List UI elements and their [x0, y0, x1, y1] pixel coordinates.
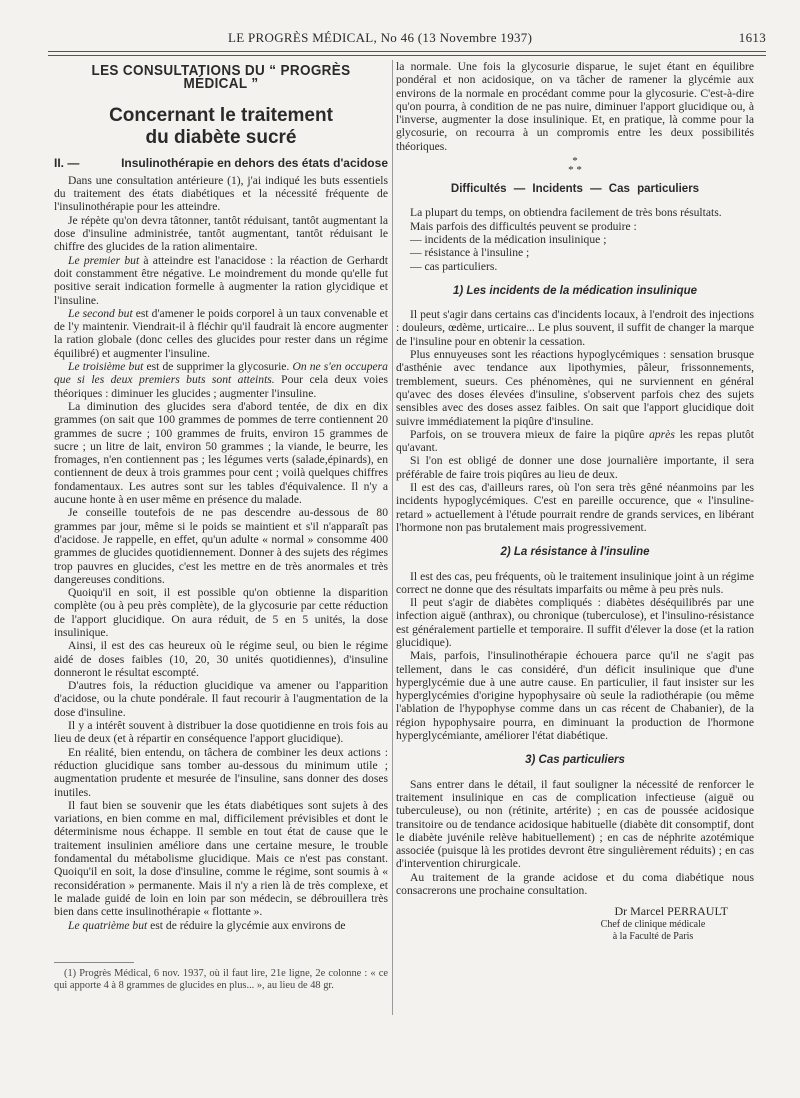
emphasis: Le second but	[68, 306, 133, 320]
paragraph: Au traitement de la grande acidose et du coma diabétique nous consacrerons une prochaine consultation.	[396, 870, 754, 898]
paragraph: Il faut bien se souvenir que les états diabétiques sont sujets à des variations, en bien comme en mal, difficilement prévisibles et dont le déterminisme nous échappe. Il semble en tout état de cause que le traitement insulinien améliore dans une certaine mesure, le trouble fondamental du métabolisme glucidique. Mais ce n'est pas constant. Quoiqu'il en soit, la dose d'insuline, comme le régime, sont soumis à « reconsidération » permanente. Mais il n'y a rien là de très complexe, et le malade guidé de loin en loin par son médecin, se débrouillera très bien dans cette insulinothérapie « flottante ».	[54, 798, 388, 919]
paragraph-text: à atteindre est l'anacidose : la réaction de Gerhardt doit constamment être négative. Le moindrement du monde qu'elle fut positive serait indication formelle à augmenter la ration glycidique et l'insuline.	[54, 253, 389, 307]
list-item: — cas particuliers.	[410, 259, 498, 273]
signature-block	[396, 905, 754, 942]
paragraph-text: Parfois, on se trouvera mieux de faire la piqûre	[410, 427, 650, 441]
paragraph	[54, 307, 388, 360]
paragraph: La plupart du temps, on obtiendra facilement de très bons résultats.	[410, 206, 722, 220]
paragraph: Je conseille toutefois de ne pas descendre au-dessous de 80 grammes par jour, même si le poids se maintient et s'il n'apparaît pas d'acidose. Je rappelle, en effet, qu'un adulte « normal » consomme 400 grammes de glucides quotidiennement. Donner à des sujets des régimes trop pauvres en glucides, c'est les mettre en de très anormales et très dangereuses conditions.	[54, 506, 388, 586]
emphasis: Le quatrième but	[68, 918, 148, 932]
separator-stars: * *	[568, 164, 582, 177]
emphasis: Le troisième but	[68, 360, 144, 374]
paragraph	[396, 428, 754, 455]
subsection-heading: Difficultés — Incidents — Cas particuliers	[450, 183, 700, 196]
paragraph: Il est des cas, d'ailleurs rares, où l'on sera très gêné néanmoins par les incidents hypoglycémiques. C'est en pareille occurence, que « l'insuline-retard » actuellement à l'étude pourrait rendre de grands services, en libérant l'hormone non pas brutalement mais progressivement.	[396, 481, 754, 534]
paragraph	[54, 919, 388, 932]
footnote-rule	[54, 962, 134, 963]
paragraph: Mais parfois des difficultés peuvent se produire :	[410, 219, 637, 233]
paragraph: D'autres fois, la réduction glucidique va amener ou l'apparition d'acidose, ou la chute pondérale. Il faut recourir à l'augmentation de la dose d'insuline.	[54, 679, 388, 719]
subsection-heading-2: 2) La résistance à l'insuline	[500, 546, 650, 559]
paragraph: Il est des cas, peu fréquents, où le traitement insulinique joint à un régime correct ne donne que des résultats imparfaits ou même à peu près nuls.	[396, 569, 754, 596]
paragraph-text: est d'amener le poids corporel à un taux convenable et de l'y maintenir. Viendrait-il à fléchir qu'il faudrait là encore augmenter la ration globale (donc celles des glucides pour rester dans un régime équilibré) et augmenter l'insuline.	[54, 306, 388, 360]
footnote: (1) Progrès Médical, 6 nov. 1937, où il faut lire, 21e ligne, 2e colonne : « ce qui apporte 4 à 8 grammes de glucides en plus... », au lieu de 48 gr.	[54, 968, 388, 992]
separator-star: *	[572, 155, 578, 168]
paragraph	[54, 254, 388, 307]
paragraph: Je répète qu'on devra tâtonner, tantôt réduisant, tantôt augmentant la dose d'insuline administrée, tantôt augmentant, tantôt réduisant le chiffre des glucides de la ration alimentaire.	[54, 213, 388, 254]
emphasis: Le premier but	[68, 253, 140, 267]
section-banner: LES CONSULTATIONS DU “ PROGRÈS MÉDICAL ”	[91, 62, 351, 93]
article-title	[54, 105, 388, 149]
paragraph: Si l'on est obligé de donner une dose journalière importante, il sera préférable de faire trois piqûres au lieu de deux.	[396, 454, 754, 481]
emphasis: après	[649, 427, 675, 441]
paragraph-text: est de supprimer la glycosurie.	[143, 360, 293, 374]
paragraph: Quoiqu'il en soit, il est possible qu'on obtienne la disparition complète (ou à peu près complète), de la glycosurie par cette réduction de l'apport glucidique. On aura réduit, de 5 en 5 unités, la dose insulinique.	[54, 586, 388, 639]
paragraph: Il peut s'agir de diabètes compliqués : diabètes déséquilibrés par une infection aiguë (anthrax), ou chronique (tuberculose), et l'insulino-résistance est généralement partielle et temporaire. Il suffit d'élever la dose (et la ration glucidique).	[396, 596, 754, 649]
right-column	[396, 60, 754, 943]
paragraph-text: est de réduire la glycémie aux environs de	[147, 918, 346, 932]
header-rule-double	[48, 55, 766, 56]
left-column	[54, 60, 388, 932]
paragraph-text: les repas plutôt qu'avant.	[396, 427, 754, 455]
list-item: — résistance à l'insuline ;	[410, 246, 530, 260]
header-title: LE PROGRÈS MÉDICAL, No 46 (13 Novembre 1937)	[228, 30, 533, 45]
section-number: II. —	[54, 155, 80, 170]
running-header	[48, 30, 766, 48]
section-separator	[396, 157, 754, 175]
paragraph: la normale. Une fois la glycosurie disparue, le sujet étant en équilibre pondéral et non acidosique, on va tâcher de ramener la glycémie aux environs de la normale en procédant comme pour la glycosurie. C'est-à-dire qu'on pourra, à condition de ne pas nuire, diminuer l'apport glucidique ou, à l'inverse, augmenter la dose insulinique. Et, en pratique, là comme pour la glycosurie, on recourra à un compromis entre les deux possibilités théoriques.	[396, 60, 754, 153]
paragraph: Ainsi, il est des cas heureux où le régime seul, ou bien le régime aidé de doses faibles (10, 20, 30 unités quotidiennes), d'insuline donneront le résultat escompté.	[54, 639, 388, 679]
page-number: 1613	[738, 30, 766, 45]
subsection-heading-3: 3) Cas particuliers	[525, 754, 625, 767]
paragraph	[54, 360, 388, 400]
article-title-line2: du diabète sucré	[145, 126, 297, 148]
article-title-line1: Concernant le traitement	[109, 104, 333, 126]
paragraph: Il y a intérêt souvent à distribuer la dose quotidienne en trois fois au lieu de deux (et à répartir en conséquence l'apport glucidique).	[54, 719, 388, 746]
paragraph: Dans une consultation antérieure (1), j'ai indiqué les buts essentiels du traitement des états diabétiques et la nécessité fréquente de l'insulinothérapie pour les atteindre.	[54, 173, 388, 214]
section-heading	[54, 157, 388, 170]
affiliation-line: Chef de clinique médicale	[600, 918, 706, 930]
paragraph: La diminution des glucides sera d'abord tentée, de dix en dix grammes (on sait que 100 grammes de pommes de terre contiennent 20 grammes de sucre ; 100 grammes de fruits, environ 15 grammes de sucre ; un litre de lait, environ 50 grammes ; la viande, le beurre, les fromages, n'en contiennent pas ; les légumes verts (salade,épinards), en contiennent de deux à trois grammes pour cent ; voilà quelques chiffres fondamentaux. Les autres sont sur les tables d'équivalence. Il n'y a aucune honte à en user même en présence du malade.	[54, 399, 388, 507]
paragraph: Mais, parfois, l'insulinothérapie échouera parce qu'il ne s'agit pas tellement, dans le cas considéré, d'un déficit insulinique que d'une hyperglycémie due à une autre cause. En particulier, il faut insister sur les hyperglycémies d'origine hypophysaire où seule la radiothérapie (ou même l'ablation de l'hypophyse comme dans un cas récent de Chabanier), de la région hypophysaire pourra, en diminuant la production de l'hormone hyperglycémiante, améliorer l'état diabétique.	[396, 649, 754, 743]
paragraph-text: Pour cela deux voies théoriques : diminuer les glucides ; augmenter l'insuline.	[54, 373, 388, 400]
column-divider	[392, 60, 393, 1015]
paragraph: En réalité, bien entendu, on tâchera de combiner les deux actions : réduction glucidique sans tomber au-dessous du minimum utile ; augmentation prudente et mesurée de l'insuline, sans donner des doses inutiles.	[54, 745, 388, 799]
paragraph: Sans entrer dans le détail, il faut souligner la nécessité de renforcer le traitement insulinique en cas de complication infectieuse (aiguë ou tuberculeuse), ou non (rétinite, artérite) ; en cas de poussée acidosique transitoire ou de tendance acidosique habituelle (diabète dit consomptif, dont le diabète juvénile relève habituellement) ; en cas de néphrite azotémique associée (puisque là les protides devront être singulièrement réduits) ; en cas d'intervention chirurgicale.	[396, 777, 754, 871]
author-name: Dr Marcel PERRAULT	[614, 904, 728, 919]
header-rule	[48, 51, 766, 52]
list-item: — incidents de la médication insulinique ;	[410, 232, 607, 246]
section-title: Insulinothérapie en dehors des états d'acidose	[121, 155, 388, 170]
subsection-heading-1: 1) Les incidents de la médication insulinique	[452, 284, 698, 297]
emphasis: On ne s'en occupera que si les deux premiers buts sont atteints.	[54, 360, 388, 387]
paragraph: Il peut s'agir dans certains cas d'incidents locaux, à l'endroit des injections : douleurs, œdème, urticaire... Le plus souvent, il suffit de changer la marque de l'insuline pour en obtenir la cessation.	[396, 308, 754, 348]
affiliation-line: à la Faculté de Paris	[612, 930, 694, 942]
author-affiliation	[578, 919, 728, 943]
paragraph: Plus ennuyeuses sont les réactions hypoglycémiques : sensation brusque d'asthénie avec tendance aux lipothymies, pâleur, frissonnements, tremblement, sueurs. Ces phénomènes, qui ne surviennent en général qu'avec des doses élevées d'insuline, s'observent parfois chez des sujets sensibles avec des doses assez faibles. On sait que l'apport glucidique doit suivre immédiatement la piqûre d'insuline.	[396, 348, 754, 428]
